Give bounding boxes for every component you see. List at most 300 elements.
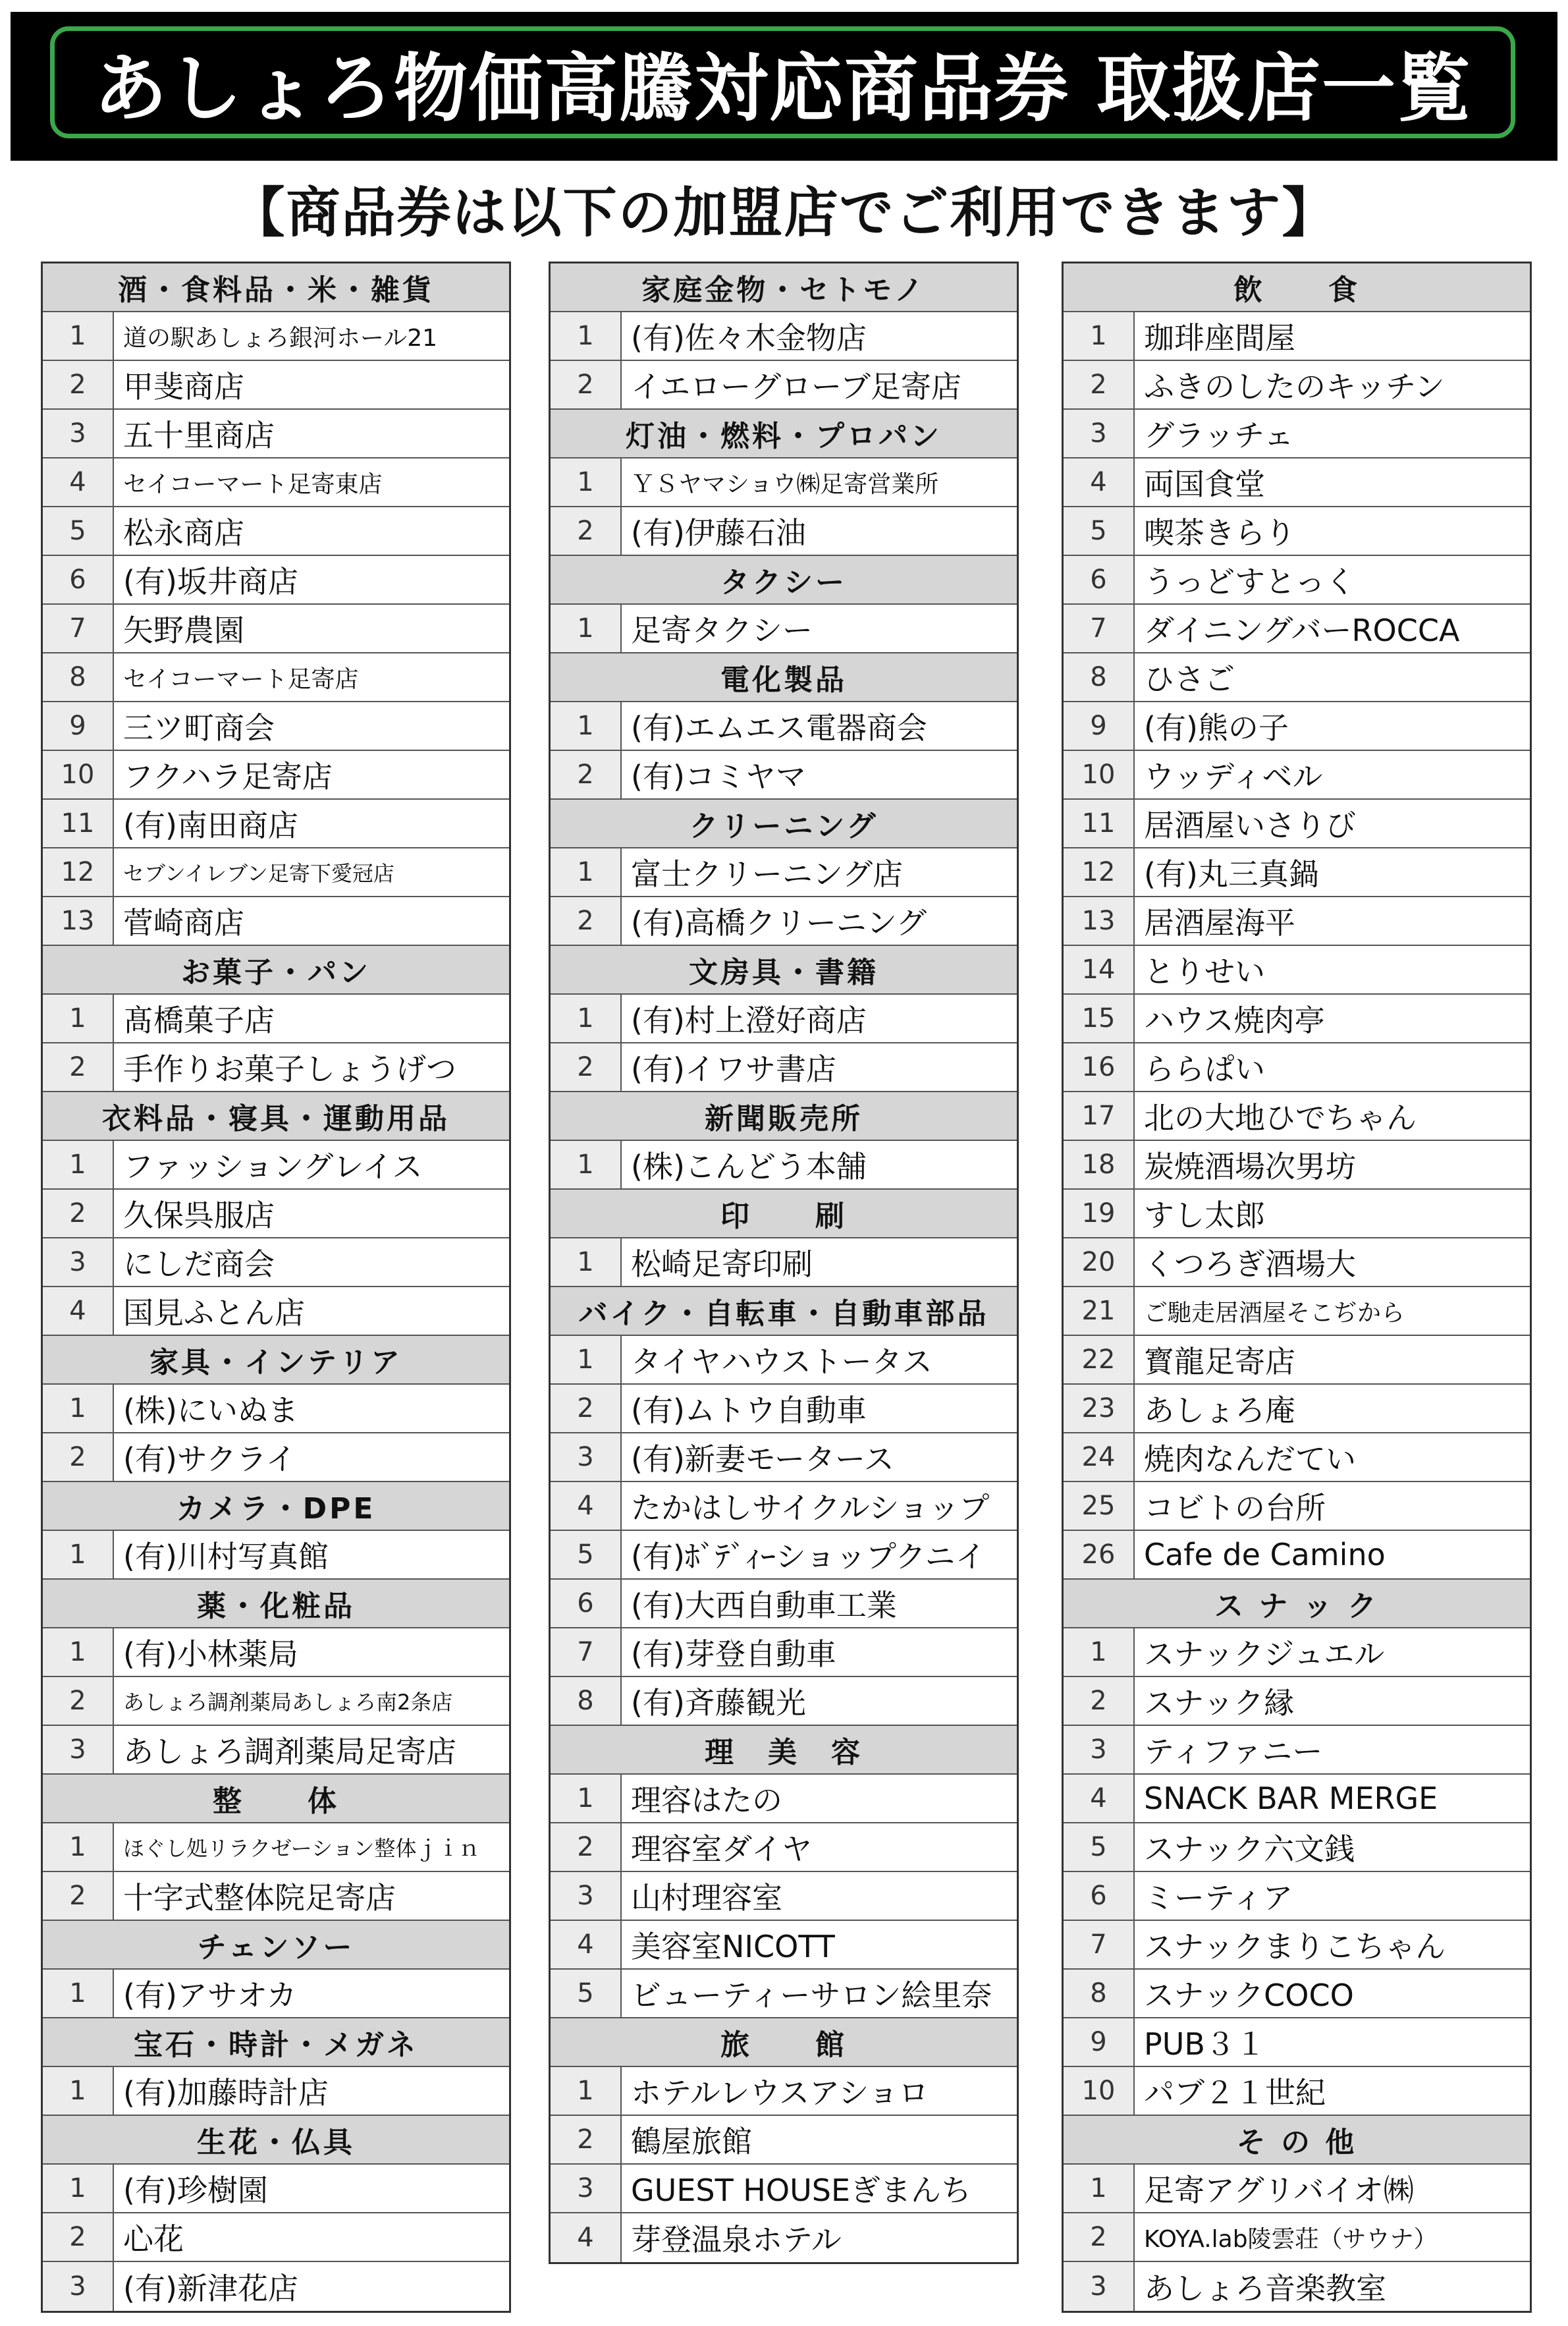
store-number: 1 xyxy=(551,312,622,360)
category-header: 文房具・書籍 xyxy=(551,946,1017,995)
store-row xyxy=(1064,1190,1530,1238)
store-row xyxy=(551,507,1017,556)
category-header: 旅 館 xyxy=(551,2018,1017,2067)
store-row xyxy=(1064,1921,1530,1970)
store-row xyxy=(551,1336,1017,1385)
store-name: 矢野農園 xyxy=(123,613,244,648)
store-name: (有)コミヤマ xyxy=(631,759,806,794)
store-number: 19 xyxy=(1064,1190,1135,1237)
store-number: 1 xyxy=(43,312,114,360)
store-row xyxy=(1064,361,1530,410)
store-row xyxy=(43,1238,509,1287)
store-number: 1 xyxy=(551,1775,622,1822)
store-name: (有)珍樹園 xyxy=(123,2173,268,2208)
store-row xyxy=(1064,605,1530,653)
store-name: (有)新妻モータース xyxy=(631,1441,894,1477)
store-number: 10 xyxy=(1064,751,1135,798)
store-row xyxy=(551,2116,1017,2165)
store-row xyxy=(1064,1238,1530,1287)
store-row xyxy=(43,1531,509,1580)
store-number: 1 xyxy=(551,1141,622,1188)
store-row xyxy=(551,1482,1017,1531)
store-name: 菅崎商店 xyxy=(123,905,244,941)
store-row xyxy=(1064,2165,1530,2213)
store-number: 2 xyxy=(43,1433,114,1481)
store-row xyxy=(1064,1775,1530,1823)
store-number: 11 xyxy=(1064,800,1135,847)
store-row xyxy=(43,751,509,800)
store-row xyxy=(43,1726,509,1775)
category-header: チェンソー xyxy=(43,1921,509,1970)
store-number: 5 xyxy=(551,1970,622,2017)
store-number: 4 xyxy=(1064,458,1135,506)
store-name: (有)村上澄好商店 xyxy=(631,1003,867,1038)
store-number: 7 xyxy=(1064,1921,1135,1968)
store-name: (有)丸三真鍋 xyxy=(1144,856,1319,892)
store-row xyxy=(551,312,1017,361)
store-name: 五十里商店 xyxy=(123,418,275,453)
store-number: 25 xyxy=(1064,1482,1135,1530)
store-row xyxy=(1064,995,1530,1043)
store-number: 9 xyxy=(1064,2018,1135,2066)
store-name: 足寄タクシー xyxy=(631,613,813,648)
store-number: 8 xyxy=(1064,653,1135,701)
store-name: ふきのしたのキッチン xyxy=(1144,369,1445,404)
store-name: すし太郎 xyxy=(1144,1198,1265,1233)
store-name: あしょろ庵 xyxy=(1144,1393,1295,1428)
store-name: 松永商店 xyxy=(123,515,244,551)
store-name: スナック六文銭 xyxy=(1144,1831,1355,1867)
store-number: 3 xyxy=(1064,1726,1135,1773)
store-row xyxy=(1064,751,1530,800)
store-number: 3 xyxy=(43,1238,114,1286)
store-row xyxy=(43,2067,509,2116)
store-column-1 xyxy=(41,262,511,2313)
store-row xyxy=(551,458,1017,507)
store-number: 3 xyxy=(43,1726,114,1773)
store-number: 23 xyxy=(1064,1385,1135,1432)
store-name: セイコーマート足寄東店 xyxy=(123,470,383,498)
store-row xyxy=(43,458,509,507)
store-row xyxy=(43,312,509,361)
store-row xyxy=(1064,2067,1530,2116)
page-title: あしょろ物価高騰対応商品券 取扱店一覧 xyxy=(94,45,1472,132)
store-row xyxy=(1064,2018,1530,2067)
store-name: 松崎足寄印刷 xyxy=(631,1246,813,1282)
store-name: うっどすとっく xyxy=(1144,564,1356,599)
store-number: 10 xyxy=(43,751,114,798)
title-banner xyxy=(11,12,1557,161)
category-header: 印 刷 xyxy=(551,1190,1017,1238)
store-name: ららぱい xyxy=(1144,1051,1265,1087)
store-row xyxy=(1064,653,1530,702)
store-row xyxy=(1064,848,1530,897)
store-number: 4 xyxy=(1064,1775,1135,1822)
store-name: (株)にいぬま xyxy=(123,1393,298,1428)
store-name: 喫茶きらり xyxy=(1144,515,1295,551)
store-name: (有)ムトウ自動車 xyxy=(631,1393,867,1428)
store-number: 11 xyxy=(43,800,114,847)
store-number: 4 xyxy=(43,458,114,506)
store-number: 1 xyxy=(43,1385,114,1432)
store-number: 1 xyxy=(551,702,622,750)
store-row xyxy=(43,2165,509,2213)
store-row xyxy=(43,605,509,653)
store-row xyxy=(43,702,509,751)
store-row xyxy=(551,702,1017,751)
store-number: 3 xyxy=(43,410,114,457)
store-name: (有)小林薬局 xyxy=(123,1636,298,1672)
store-row xyxy=(1064,1677,1530,1726)
store-number: 2 xyxy=(551,897,622,945)
store-number: 1 xyxy=(43,2067,114,2115)
category-header: ス ナ ッ ク xyxy=(1064,1580,1530,1628)
store-name: ビューティーサロン絵里奈 xyxy=(631,1978,992,2013)
category-header: お菓子・パン xyxy=(43,946,509,995)
store-name: 国見ふとん店 xyxy=(123,1295,305,1331)
store-name: イエローグローブ足寄店 xyxy=(631,369,961,404)
store-name: 両国食堂 xyxy=(1144,466,1265,502)
store-row xyxy=(43,1823,509,1872)
store-row xyxy=(1064,946,1530,995)
store-row xyxy=(43,1287,509,1336)
store-number: 2 xyxy=(43,361,114,408)
store-number: 1 xyxy=(551,1336,622,1383)
store-name: 富士クリーニング店 xyxy=(631,856,904,892)
category-header: 理 美 容 xyxy=(551,1726,1017,1775)
category-header: 飲 食 xyxy=(1064,263,1530,312)
store-name: Cafe de Camino xyxy=(1144,1537,1386,1572)
store-row xyxy=(43,1628,509,1677)
store-row xyxy=(1064,1287,1530,1336)
category-header: クリーニング xyxy=(551,800,1017,848)
store-row xyxy=(1064,312,1530,361)
store-name: ダイニングバーROCCA xyxy=(1144,613,1460,648)
store-name: 理容はたの xyxy=(631,1783,782,1818)
store-number: 14 xyxy=(1064,946,1135,993)
store-name: 北の大地ひでちゃん xyxy=(1144,1100,1417,1136)
store-row xyxy=(551,751,1017,800)
store-number: 2 xyxy=(551,361,622,408)
store-name: 鶴屋旅館 xyxy=(631,2124,752,2159)
store-row xyxy=(1064,1043,1530,1092)
store-row xyxy=(1064,800,1530,848)
store-number: 2 xyxy=(551,1823,622,1871)
store-number: 1 xyxy=(551,458,622,506)
store-name: 芽登温泉ホテル xyxy=(631,2222,842,2257)
store-name: たかはしサイクルショップ xyxy=(631,1490,990,1526)
store-name: (有)新津花店 xyxy=(123,2271,298,2306)
store-number: 2 xyxy=(551,1043,622,1091)
store-name: (有)川村写真館 xyxy=(123,1539,329,1574)
store-row xyxy=(43,995,509,1043)
store-row xyxy=(1064,410,1530,458)
store-name: にしだ商会 xyxy=(123,1246,275,1282)
store-row xyxy=(1064,1092,1530,1141)
store-name: KOYA.lab陵雲荘（サウナ） xyxy=(1144,2225,1438,2253)
category-header: カメラ・DPE xyxy=(43,1482,509,1531)
category-header: そ の 他 xyxy=(1064,2116,1530,2165)
store-number: 16 xyxy=(1064,1043,1135,1091)
store-name: (有)大西自動車工業 xyxy=(631,1588,897,1623)
store-number: 2 xyxy=(551,1385,622,1432)
store-number: 6 xyxy=(1064,1872,1135,1920)
store-number: 5 xyxy=(43,507,114,555)
store-row xyxy=(551,1580,1017,1628)
store-number: 5 xyxy=(1064,1823,1135,1871)
store-number: 1 xyxy=(43,995,114,1042)
category-header: 電化製品 xyxy=(551,653,1017,702)
store-row xyxy=(551,1823,1017,1872)
store-number: 2 xyxy=(43,1190,114,1237)
store-name: 三ツ町商会 xyxy=(123,710,275,746)
store-row xyxy=(551,1677,1017,1726)
store-row xyxy=(1064,2262,1530,2311)
store-column-2 xyxy=(549,262,1019,2264)
store-row xyxy=(43,1141,509,1190)
store-number: 4 xyxy=(551,1482,622,1530)
store-name: 山村理容室 xyxy=(631,1880,782,1916)
store-row xyxy=(551,995,1017,1043)
store-number: 5 xyxy=(551,1531,622,1578)
store-number: 3 xyxy=(1064,410,1135,457)
store-name: 居酒屋いさりび xyxy=(1144,808,1356,843)
store-row xyxy=(1064,458,1530,507)
store-number: 2 xyxy=(551,2116,622,2163)
store-row xyxy=(1064,1433,1530,1482)
store-row xyxy=(1064,1726,1530,1775)
store-name: スナックジュエル xyxy=(1144,1636,1385,1672)
store-name: 焼肉なんだてい xyxy=(1144,1441,1356,1477)
store-number: 3 xyxy=(1064,2262,1135,2311)
category-header: 家具・インテリア xyxy=(43,1336,509,1385)
store-number: 6 xyxy=(43,556,114,603)
store-row xyxy=(1064,1970,1530,2018)
store-number: 12 xyxy=(1064,848,1135,896)
store-number: 1 xyxy=(551,995,622,1042)
store-row xyxy=(551,1531,1017,1580)
store-row xyxy=(43,1872,509,1921)
store-row xyxy=(43,653,509,702)
store-number: 1 xyxy=(43,1141,114,1188)
store-name: フクハラ足寄店 xyxy=(123,759,333,794)
category-header: 宝石・時計・メガネ xyxy=(43,2018,509,2067)
store-row xyxy=(43,2262,509,2311)
store-number: 3 xyxy=(551,1433,622,1481)
store-name: 手作りお菓子しょうげつ xyxy=(123,1051,456,1087)
store-number: 1 xyxy=(551,605,622,652)
store-name: ひさご xyxy=(1144,661,1235,697)
store-row xyxy=(1064,1823,1530,1872)
store-row xyxy=(1064,1531,1530,1580)
store-name: 居酒屋海平 xyxy=(1144,905,1295,941)
store-name: ティファニー xyxy=(1144,1734,1323,1769)
store-row xyxy=(1064,702,1530,751)
store-number: 7 xyxy=(551,1628,622,1676)
store-number: 20 xyxy=(1064,1238,1135,1286)
store-name: ＹＳヤマショウ㈱足寄営業所 xyxy=(631,470,939,498)
store-name: 久保呉服店 xyxy=(123,1198,275,1233)
store-row xyxy=(43,556,509,605)
store-name: スナックCOCO xyxy=(1144,1978,1354,2013)
store-name: セブンイレブン足寄下愛冠店 xyxy=(123,861,394,886)
store-number: 15 xyxy=(1064,995,1135,1042)
store-name: (有)イワサ書店 xyxy=(631,1051,836,1087)
store-row xyxy=(551,1628,1017,1677)
store-number: 2 xyxy=(43,2213,114,2261)
store-name: (有)坂井商店 xyxy=(123,564,298,599)
store-row xyxy=(43,1970,509,2018)
store-row xyxy=(43,848,509,897)
category-header: 家庭金物・セトモノ xyxy=(551,263,1017,312)
store-name: ホテルレウスアショロ xyxy=(631,2075,929,2111)
store-number: 1 xyxy=(1064,2165,1135,2212)
store-name: 十字式整体院足寄店 xyxy=(123,1880,396,1916)
store-number: 3 xyxy=(551,2165,622,2212)
store-name: あしょろ音楽教室 xyxy=(1144,2271,1386,2306)
store-name: ウッディベル xyxy=(1144,759,1323,794)
store-row xyxy=(551,605,1017,653)
store-number: 21 xyxy=(1064,1287,1135,1335)
store-name: あしょろ調剤薬局あしょろ南2条店 xyxy=(123,1690,453,1715)
category-header: 衣料品・寝具・運動用品 xyxy=(43,1092,509,1141)
store-name: (有)アサオカ xyxy=(123,1978,297,2013)
store-name: 美容室NICOTT xyxy=(631,1929,835,1964)
store-row xyxy=(1064,1872,1530,1921)
store-row xyxy=(551,848,1017,897)
category-header: 薬・化粧品 xyxy=(43,1580,509,1628)
store-number: 10 xyxy=(1064,2067,1135,2115)
store-name: (有)加藤時計店 xyxy=(123,2075,329,2111)
store-name: (有)伊藤石油 xyxy=(631,515,806,551)
store-name: (株)こんどう本舗 xyxy=(631,1149,867,1184)
category-header: 酒・食料品・米・雑貨 xyxy=(43,263,509,312)
store-number: 22 xyxy=(1064,1336,1135,1383)
store-row xyxy=(551,897,1017,946)
store-name: とりせい xyxy=(1144,954,1265,989)
store-row xyxy=(551,1238,1017,1287)
store-name: グラッチェ xyxy=(1144,418,1294,453)
store-number: 1 xyxy=(551,2067,622,2115)
category-header: 灯油・燃料・プロパン xyxy=(551,410,1017,458)
store-number: 1 xyxy=(43,1970,114,2017)
store-number: 7 xyxy=(1064,605,1135,652)
store-name: タイヤハウストータス xyxy=(631,1344,933,1379)
store-row xyxy=(551,2213,1017,2262)
store-number: 13 xyxy=(43,897,114,945)
store-number: 7 xyxy=(43,605,114,652)
store-row xyxy=(1064,897,1530,946)
store-name: 珈琲座間屋 xyxy=(1144,320,1295,356)
store-row xyxy=(43,410,509,458)
store-name: (有)斉藤観光 xyxy=(631,1685,806,1721)
page-subtitle: 【商品券は以下の加盟店でご利用できます】 xyxy=(230,182,1338,244)
store-row xyxy=(551,1872,1017,1921)
store-name: (有)エムエス電器商会 xyxy=(631,710,927,746)
category-header: 整 体 xyxy=(43,1775,509,1823)
store-name: (有)サクライ xyxy=(123,1441,296,1477)
store-column-3 xyxy=(1062,262,1532,2313)
store-row xyxy=(551,2165,1017,2213)
store-name: セイコーマート足寄店 xyxy=(123,665,359,693)
store-name: SNACK BAR MERGE xyxy=(1144,1781,1438,1816)
store-name: ご馳走居酒屋そこぢから xyxy=(1144,1299,1405,1327)
store-number: 24 xyxy=(1064,1433,1135,1481)
store-number: 2 xyxy=(551,507,622,555)
store-number: 2 xyxy=(551,751,622,798)
store-row xyxy=(1064,507,1530,556)
store-number: 2 xyxy=(1064,1677,1135,1725)
store-name: 寳龍足寄店 xyxy=(1144,1344,1295,1379)
store-name: 道の駅あしょろ銀河ホール21 xyxy=(123,324,438,352)
store-number: 4 xyxy=(551,1921,622,1968)
store-name: 心花 xyxy=(123,2221,184,2257)
store-name: くつろぎ酒場大 xyxy=(1144,1246,1356,1282)
store-number: 1 xyxy=(43,2165,114,2212)
store-name: (有)高橋クリーニング xyxy=(631,905,927,941)
store-name: 炭焼酒場次男坊 xyxy=(1144,1149,1356,1184)
title-frame xyxy=(50,26,1515,138)
store-number: 1 xyxy=(43,1531,114,1578)
store-name: (有)熊の子 xyxy=(1144,710,1289,746)
category-header: 新聞販売所 xyxy=(551,1092,1017,1141)
store-row xyxy=(1064,2213,1530,2262)
store-row xyxy=(43,800,509,848)
store-number: 2 xyxy=(43,1043,114,1091)
category-header: タクシー xyxy=(551,556,1017,605)
store-name: (有)佐々木金物店 xyxy=(631,320,867,356)
store-row xyxy=(43,1385,509,1433)
category-header: 生花・仏具 xyxy=(43,2116,509,2165)
store-row xyxy=(1064,1385,1530,1433)
store-row xyxy=(1064,1141,1530,1190)
store-row xyxy=(43,1190,509,1238)
store-name: スナック縁 xyxy=(1144,1685,1295,1721)
store-name: スナックまりこちゃん xyxy=(1144,1929,1446,1964)
store-row xyxy=(1064,556,1530,605)
store-name: 髙橋菓子店 xyxy=(123,1003,275,1038)
store-name: コビトの台所 xyxy=(1144,1490,1326,1526)
store-number: 1 xyxy=(1064,1628,1135,1676)
store-name: ハウス焼肉亭 xyxy=(1144,1003,1325,1038)
store-number: 3 xyxy=(551,1872,622,1920)
store-row xyxy=(551,1433,1017,1482)
store-row xyxy=(1064,1482,1530,1531)
store-number: 4 xyxy=(43,1287,114,1335)
store-name: ファッショングレイス xyxy=(123,1149,423,1184)
store-row xyxy=(551,1043,1017,1092)
store-number: 13 xyxy=(1064,897,1135,945)
store-name: (有)南田商店 xyxy=(123,808,298,843)
store-name: GUEST HOUSEぎまんち xyxy=(631,2173,972,2208)
store-name: PUB３１ xyxy=(1144,2026,1266,2062)
store-number: 12 xyxy=(43,848,114,896)
store-number: 1 xyxy=(551,1238,622,1286)
store-number: 2 xyxy=(1064,361,1135,408)
store-row xyxy=(551,2067,1017,2116)
store-name: あしょろ調剤薬局足寄店 xyxy=(123,1734,456,1769)
store-row xyxy=(551,1141,1017,1190)
store-name: 甲斐商店 xyxy=(123,369,244,404)
store-number: 9 xyxy=(1064,702,1135,750)
store-name: 足寄アグリバイオ㈱ xyxy=(1144,2173,1414,2208)
store-name: パブ２１世紀 xyxy=(1144,2075,1326,2111)
store-number: 17 xyxy=(1064,1092,1135,1140)
store-name: ミーティア xyxy=(1144,1880,1293,1916)
store-number: 9 xyxy=(43,702,114,750)
store-row xyxy=(1064,1628,1530,1677)
store-row xyxy=(551,361,1017,410)
